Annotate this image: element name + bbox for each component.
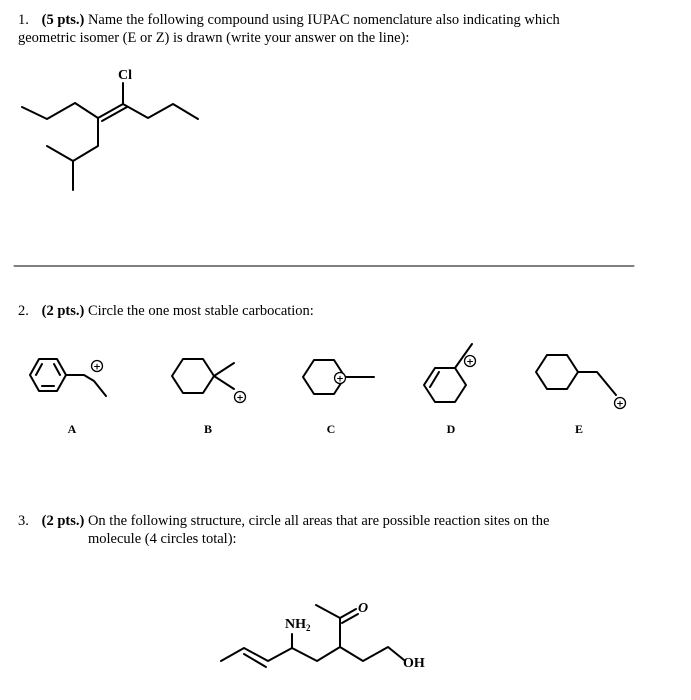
- svg-text:+: +: [93, 362, 101, 373]
- question-number: 3.: [18, 513, 29, 529]
- option-label-b: B: [203, 422, 213, 436]
- question-text: molecule (4 circles total):: [88, 531, 237, 547]
- option-label-e: E: [574, 422, 584, 436]
- charge-plus-e: [615, 398, 626, 410]
- option-label-a: A: [67, 422, 77, 436]
- points: (5 pts.): [41, 12, 85, 28]
- question-text: geometric isomer (E or Z) is drawn (write your answer on the line):: [18, 30, 410, 46]
- option-label-d: D: [446, 422, 456, 436]
- points: (2 pts.): [41, 513, 85, 529]
- option-label-c: C: [326, 422, 336, 436]
- question-text: On the following structure, circle all areas that are possible reaction sites on the: [87, 513, 550, 529]
- svg-text:+: +: [466, 357, 474, 368]
- points: (2 pts.): [41, 303, 85, 319]
- atom-nh2: $NH_2$: [285, 617, 311, 633]
- atom-o: O: [358, 601, 369, 616]
- carbocation-b: [172, 359, 234, 393]
- charge-plus-b: [235, 392, 246, 404]
- atom-oh: OH: [403, 656, 425, 671]
- question-number: 1.: [18, 12, 29, 28]
- svg-text:+: +: [236, 393, 244, 404]
- carbocation-e: [536, 355, 616, 395]
- svg-text:+: +: [336, 374, 344, 385]
- carbocation-d: [424, 344, 472, 402]
- question-text: Circle the one most stable carbocation:: [87, 303, 314, 319]
- atom-cl: Cl: [118, 68, 132, 83]
- charge-plus-c: [335, 373, 346, 385]
- q3-structure: [221, 605, 404, 667]
- charge-plus-a: [92, 361, 103, 373]
- question-number: 2.: [18, 303, 29, 319]
- charge-plus-d: [465, 356, 476, 368]
- question-text: Name the following compound using IUPAC nomenclature also indicating which: [87, 12, 560, 28]
- svg-text:+: +: [616, 399, 624, 410]
- q1-alkene-structure: [22, 83, 198, 190]
